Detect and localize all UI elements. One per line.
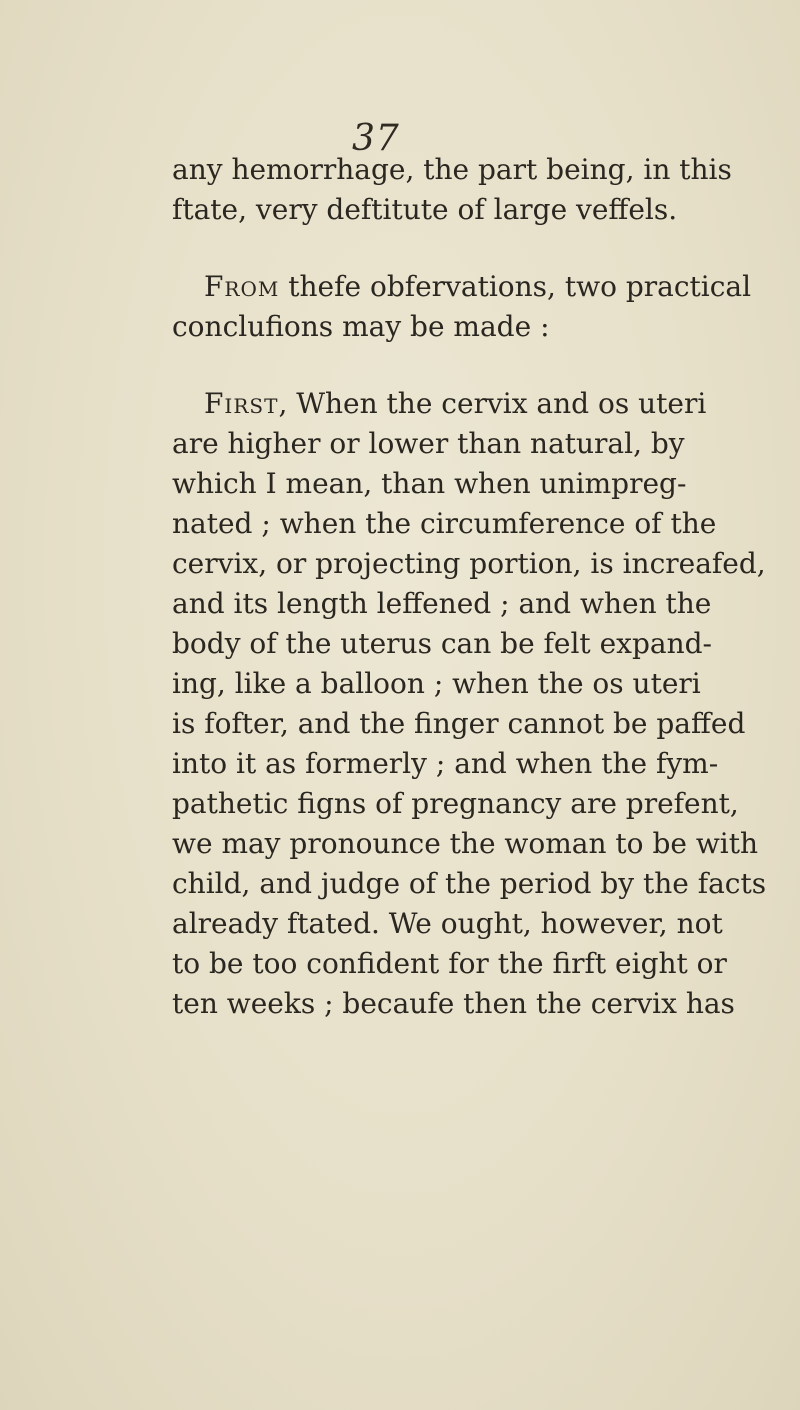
text-line: to be too confident for the firft eight or bbox=[172, 947, 727, 980]
text-line: conclufions may be made : bbox=[172, 310, 550, 343]
text-line: ing, like a balloon ; when the os uteri bbox=[172, 667, 701, 700]
text-line: From thefe obfervations, two practical bbox=[204, 270, 752, 303]
paragraph-gap bbox=[172, 347, 672, 384]
body-text bbox=[172, 150, 767, 1024]
text-line: which I mean, than when unimpreg- bbox=[172, 467, 687, 500]
text-line: are higher or lower than natural, by bbox=[172, 427, 685, 460]
opening-word: From bbox=[204, 270, 280, 303]
text-line: nated ; when the circumference of the bbox=[172, 507, 717, 540]
text-line: already ftated. We ought, however, not bbox=[172, 907, 723, 940]
text-line: we may pronounce the woman to be with bbox=[172, 827, 759, 860]
text-line: body of the uterus can be felt expand- bbox=[172, 627, 712, 660]
text-line: ten weeks ; becaufe then the cervix has bbox=[172, 987, 735, 1020]
text-line: pathetic figns of pregnancy are prefent, bbox=[172, 787, 739, 820]
text-line: child, and judge of the period by the facts bbox=[172, 867, 767, 900]
text-line: First, When the cervix and os uteri bbox=[204, 387, 707, 420]
text-line: any hemorrhage, the part being, in this bbox=[172, 153, 732, 186]
text-line: and its length leffened ; and when the bbox=[172, 587, 712, 620]
page-number: 37 bbox=[352, 118, 400, 159]
opening-word: First bbox=[204, 387, 279, 420]
text-line: cervix, or projecting portion, is increafed, bbox=[172, 547, 766, 580]
paragraph-gap bbox=[172, 230, 672, 267]
text-line: ftate, very deftitute of large veffels. bbox=[172, 193, 678, 226]
text-line: into it as formerly ; and when the fym- bbox=[172, 747, 719, 780]
text-line: is fofter, and the finger cannot be paffed bbox=[172, 707, 746, 740]
